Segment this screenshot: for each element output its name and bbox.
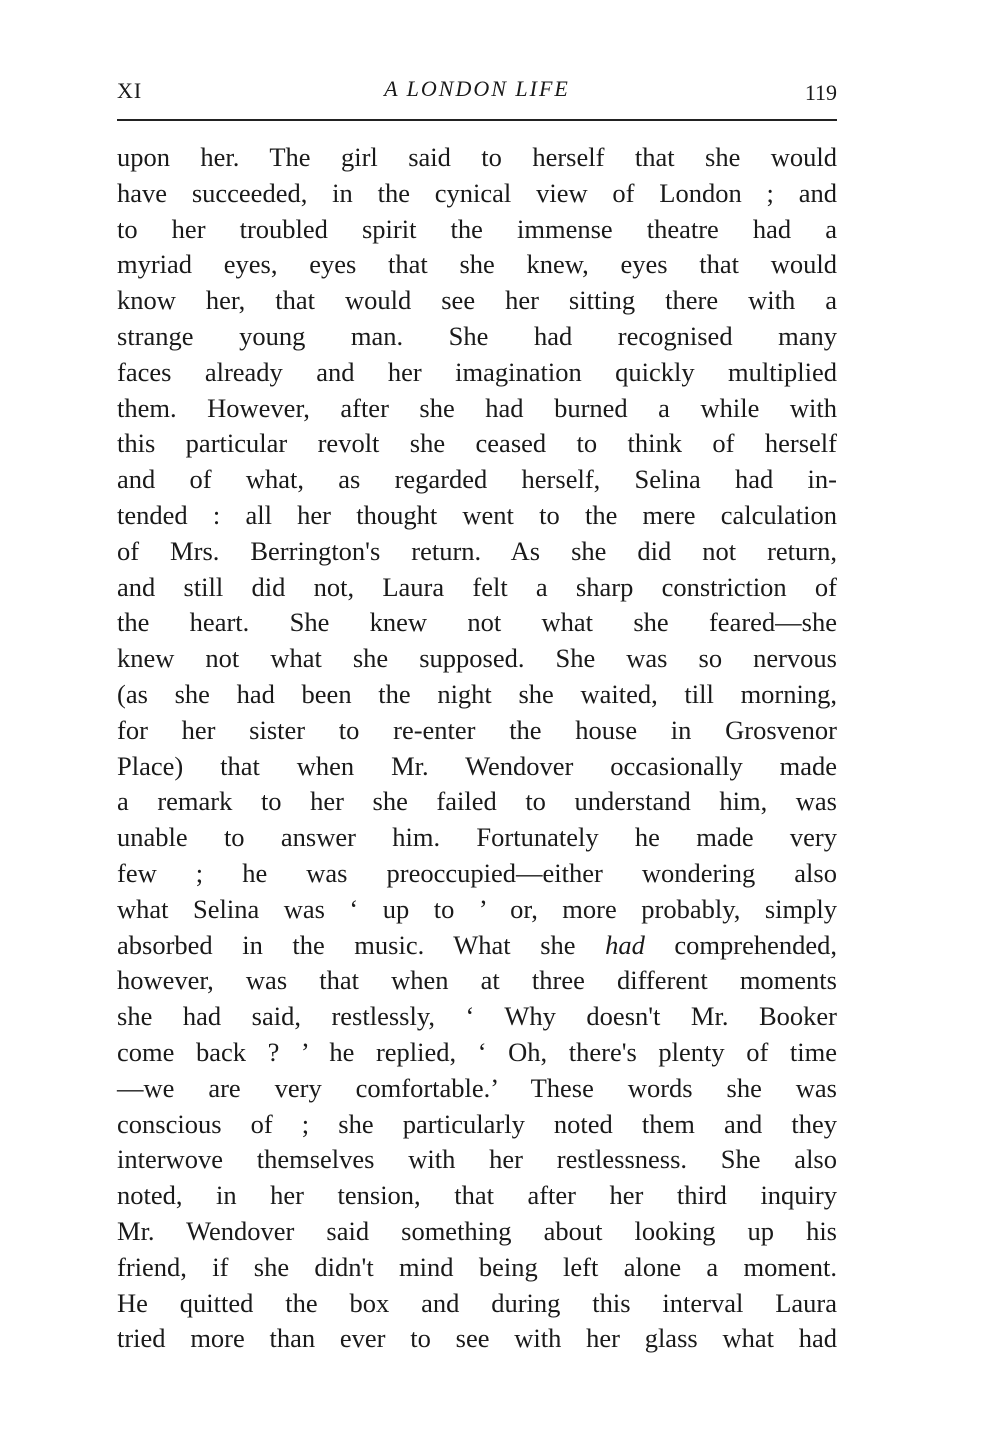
text-line: to her troubled spirit the immense theatre had a [117,213,837,244]
text-line: of Mrs. Berrington's return. As she did not return, [117,535,837,566]
text-line: strange young man. She had recognised many [117,320,837,351]
running-title: A LONDON LIFE [384,76,570,101]
text-line: faces already and her imagination quickly multiplied [117,356,837,387]
text-line: them. However, after she had burned a while with [117,392,837,423]
text-line: conscious of ; she particularly noted them and they [117,1108,837,1139]
text-line: a remark to her she failed to understand him, was [117,786,837,817]
text-line: friend, if she didn't mind being left alone a moment. [117,1251,837,1282]
text-line: know her, that would see her sitting there with a [117,285,837,316]
text-line: unable to answer him. Fortunately he made very [117,822,837,853]
text-line: upon her. The girl said to herself that she would [117,142,837,172]
header-rule [117,119,837,121]
text-line: have succeeded, in the cynical view of London ; and [117,177,837,208]
text-line: —we are very comfortable.’ These words she was [117,1072,837,1103]
text-segment: absorbed in the music. What she [117,929,606,960]
text-line: this particular revolt she ceased to think of herself [117,428,837,459]
text-line: the heart. She knew not what she feared—she [117,607,837,638]
text-line: what Selina was ‘ up to ’ or, more probably, simply [117,893,837,924]
text-line: myriad eyes, eyes that she knew, eyes that would [117,249,837,280]
text-line: knew not what she supposed. She was so nervous [117,643,837,674]
text-line [117,928,837,964]
text-line: few ; he was preoccupied—either wondering also [117,857,837,888]
body-text [117,140,837,1357]
text-line: (as she had been the night she waited, till morning, [117,678,837,709]
text-line: interwove themselves with her restlessness. She also [117,1144,837,1175]
text-line: tried more than ever to see with her glass what had [117,1323,837,1354]
text-line: noted, in her tension, that after her third inquiry [117,1180,837,1211]
page-number: 119 [804,80,837,105]
text-line: Mr. Wendover said something about looking up his [117,1215,837,1246]
text-line: she had said, restlessly, ‘ Why doesn't Mr. Booker [117,1001,837,1032]
chapter-number: XI [117,78,143,103]
text-line: however, was that when at three different moments [117,965,837,996]
text-line: tended : all her thought went to the mere calculation [117,499,837,530]
text-line: Place) that when Mr. Wendover occasionally made [117,750,837,781]
text-segment: comprehended, [644,929,837,960]
text-line: for her sister to re-enter the house in Grosvenor [117,714,837,745]
italic-emphasis: had [605,929,645,960]
text-line: He quitted the box and during this interval Laura [117,1287,837,1318]
text-line: come back ? ’ he replied, ‘ Oh, there's plenty of time [117,1036,837,1067]
running-header [117,74,837,104]
text-line: and still did not, Laura felt a sharp constriction of [117,571,837,602]
text-line: and of what, as regarded herself, Selina had in- [117,464,837,495]
